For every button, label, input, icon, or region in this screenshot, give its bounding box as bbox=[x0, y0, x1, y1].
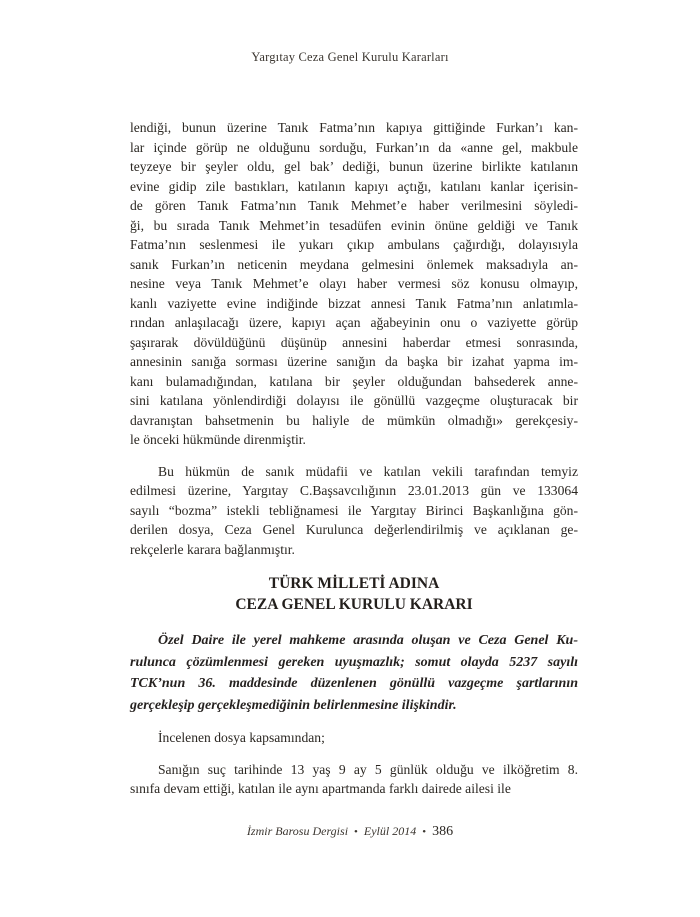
text-line: Sanığın suç tarihinde 13 yaş 9 ay 5 günlük olduğu ve ilköğretim 8. bbox=[158, 761, 578, 777]
text-line: rından anlaşılacağı üzere, kapıyı açan ağabeyinin onu o vaziyette görüp bbox=[130, 315, 578, 330]
text-line: evine gidip zile bastıkları, katılanın kapıyı açtığı, katılanı kanlar içerisin- bbox=[130, 178, 578, 194]
text-line: de gören Tanık Fatma’nın Tanık Mehmet’e haber verilmesini söyledi- bbox=[130, 198, 578, 213]
text-line: kanı bulamadığından, katılana bir şeyler olduğundan bahsederek anne- bbox=[130, 373, 578, 389]
issue-date: Eylül 2014 bbox=[363, 824, 417, 838]
text-line: Özel Daire ile yerel mahkeme arasında oluşan ve Ceza Genel Ku- bbox=[158, 633, 578, 648]
text-line: nesine veya Tanık Mehmet’e olayı haber vermesi söz konusu olmayıp, bbox=[130, 276, 578, 291]
text-line: ği, bu sırada Tanık Mehmet’in tesadüfen evinin önüne geldiği ve Tanık bbox=[130, 217, 578, 233]
paragraph-incelenen-dosya bbox=[130, 728, 578, 748]
text-line: teyzeye bir şeyler oldu, gel bak’ dediği, bunun üzerine birlikte katılanın bbox=[130, 159, 578, 174]
text-line: sanık Furkan’ın neticenin meydana gelmesini önlemek maksadıyla an- bbox=[130, 256, 578, 272]
page-footer bbox=[126, 824, 574, 840]
text-line: rekçelerle karara bağlanmıştır. bbox=[130, 541, 295, 557]
text-line: kanlı vaziyette evine indiğinde bizzat annesi Tanık Fatma’nın anlatımla- bbox=[130, 295, 578, 311]
text-line: sayılı “bozma” istekli tebliğnamesi ile Yargıtay Birinci Başkanlığına gön- bbox=[130, 502, 578, 518]
text-line: Fatma’nın seslenmesi ile yukarı çıkıp ambulans çağırdığı, dolayısıyla bbox=[130, 237, 578, 252]
paragraph-temyiz bbox=[130, 462, 578, 560]
journal-name: İzmir Barosu Dergisi bbox=[246, 824, 349, 838]
text-line: lar içinde görüp ne olduğunu sorduğu, Furkan’ın da «anne gel, makbule bbox=[130, 139, 578, 155]
page-number: 386 bbox=[432, 824, 454, 839]
text-line: sınıfa devam ettiği, katılan ile aynı apartmanda farklı dairede ailesi ile bbox=[130, 781, 511, 796]
footer-separator: • bbox=[354, 826, 358, 838]
text-line: sini katılana yönlendirdiği dolayısı ile gönüllü vazgeçme oluşturacak bir bbox=[130, 393, 578, 408]
text-line: gerçekleşip gerçekleşmediğinin belirlenmesine ilişkindir. bbox=[130, 697, 457, 713]
text-line: Bu hükmün de sanık müdafii ve katılan vekili tarafından temyiz bbox=[158, 463, 578, 479]
text-line: lendiği, bunun üzerine Tanık Fatma’nın kapıya gittiğinde Furkan’ı kan- bbox=[130, 120, 578, 135]
text-line: le önceki hükmünde direnmiştir. bbox=[130, 432, 306, 447]
text-line: derilen dosya, Ceza Genel Kurulunca değerlendirilmiş ve açıklanan ge- bbox=[130, 522, 578, 537]
text-line: davranıştan bahsetmenin bu haliyle de mümkün olmadığı» gerekçesiy- bbox=[130, 412, 578, 428]
running-header: Yargıtay Ceza Genel Kurulu Kararları bbox=[251, 50, 449, 64]
paragraph-direnme-gerekcesi bbox=[130, 118, 578, 450]
footer-separator: • bbox=[422, 826, 427, 838]
text-column bbox=[130, 118, 578, 799]
section-heading bbox=[130, 573, 578, 615]
heading-line-turk-milleti: TÜRK MİLLETİ ADINA bbox=[268, 575, 440, 592]
paragraph-sanik-bilgisi bbox=[130, 760, 578, 799]
paragraph-uyusmazlik bbox=[130, 630, 578, 716]
heading-line-ceza-genel-kurulu: CEZA GENEL KURULU KARARI bbox=[235, 596, 473, 613]
text-line: edilmesi üzerine, Yargıtay C.Başsavcılığının 23.01.2013 gün ve 133064 bbox=[130, 483, 578, 498]
text-line: rulunca çözümlenmesi gereken uyuşmazlık; somut olayda 5237 sayılı bbox=[130, 654, 578, 670]
text-line: İncelenen dosya kapsamından; bbox=[158, 730, 325, 745]
text-line: annesinin sanığa sorması üzerine sanığın da başka bir izahat yapma im- bbox=[130, 354, 578, 369]
text-line: şaşırarak dövüldüğünü düşünüp annesini haberdar etmesi sonrasında, bbox=[130, 334, 578, 350]
text-line: TCK’nun 36. maddesinde düzenlenen gönüllü vazgeçme şartlarının bbox=[130, 676, 578, 691]
